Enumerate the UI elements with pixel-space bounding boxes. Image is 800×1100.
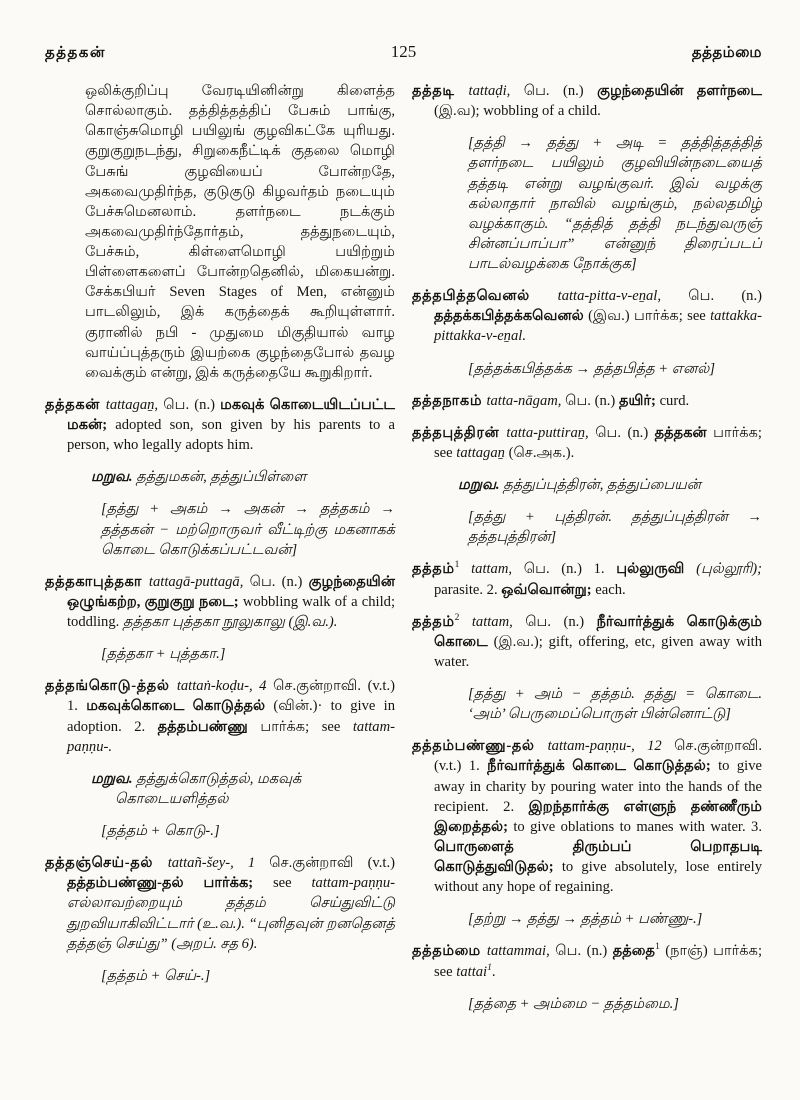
text-run: தத்தம் [412,613,455,630]
text-run: பொருளைத் திரும்பப் பெறாதபடி கொடுத்துவிடுதல்; [434,838,762,875]
text-run: to give absolutely, lose entirely without any hope of regaining. [434,859,762,896]
text-run: each. [595,581,626,598]
text-run: தத்தம் [412,561,455,578]
text-run: பார்க்க; see [260,718,353,735]
text-run: நீர்வார்த்துக் கொடை கொடுத்தல்; [487,758,719,775]
text-run: இறந்தார்க்கு எள்ளுந் தண்ணீரும் இறைத்தல்; [434,798,762,835]
etymology-note [468,507,762,547]
text-run: tatta-nāgam, [486,392,566,409]
text-run: tatta-pitta-v-eṉal, [557,288,689,305]
text-run: புல்லுருவி [616,561,697,578]
dictionary-entry [412,286,762,346]
synonym-line [458,475,762,495]
text-run: tattagā-puttagā, [148,573,250,590]
etymology-note [468,909,762,929]
page-number: 125 [390,42,417,61]
dictionary-entry [412,736,762,897]
text-run: tattam-paṇṇu-, 12 [547,738,675,755]
text-run: தத்தம்மை [412,943,487,960]
text-run: தத்துக்கொடுத்தல், மகவுக் கொடையளித்தல் [115,770,302,807]
text-run: (புல்லூரி); [696,561,762,578]
column-left [45,81,395,1026]
text-run: குழந்தையின் தளர்நடை [597,83,762,99]
text-run: tattam-paṇṇu-. [67,718,396,755]
etymology-note [101,499,395,559]
text-run: [தத்தை + அம்மை − தத்தம்மை.] [468,995,679,1012]
continuation-paragraph [85,81,395,383]
text-run: பெ. (n.) [688,288,762,305]
text-run: [தத்தம் + கொடு-.] [101,823,220,839]
superscript-index: 1 [487,962,492,973]
text-run: தத்தகாபுத்தகா [45,573,149,590]
text-run: to give away in charity by pouring water into the hands of the recipient. 2. [434,758,762,815]
text-run: தத்துமகன், தத்துப்பிள்ளை [136,469,307,486]
text-run: [தத்தம் + செய்-.] [101,967,211,984]
text-run: தத்தம்பண்ணு-தல் [412,738,548,755]
dictionary-entry [412,423,762,463]
text-run: பெ. (n.) [595,424,655,441]
etymology-note [468,684,762,724]
text-run: பெ. (n.) [525,613,597,630]
superscript-index: 1 [655,942,660,953]
dictionary-entry [412,559,762,599]
text-run: (செ.அக.). [508,444,575,461]
text-run: தயிர்; [618,392,660,409]
text-run: tattagaṉ [456,444,509,461]
text-run: பெ. (n.) [523,83,598,99]
text-run: tattakka-pittakka-v-eṉal. [434,308,762,345]
text-run: மறுவ. [91,469,137,486]
text-run: மறுவ. [91,770,137,787]
text-run: tattagaṉ, [105,396,164,413]
text-run: மகவுக் கொடையிடப்பட்ட மகன்; [67,396,395,433]
text-run: தத்தகன் [654,424,714,441]
text-run: ஒலிக்குறிப்பு வேரடியினின்று கிளைத்த சொல்லாகும். தத்தித்தத்திப் பேசும் பாங்கு, கொஞ்சுமொழி பயிலுங் குழவிகட்கே யுரியது. குறுகுறுநடந்து, சிறுகைநீட்டிக் குதலை மொழி பேசுங் குழவியைப் போன்றதே, அகவைமுதிர்ந்த, குடுகுடு கிழவர்தம் நடையும் பேச்சுமெனலாம். தளர்நடை நடக்கும் அகவைமுதிர்ந்தோர்தம், தத்துநடையும், பேச்சும், கிள்ளைமொழி பயிற்றும் பிள்ளைகளைப் போன்றதெனில், மிகையன்று. சேக்கபியர் [85,83,395,301]
text-run: மறுவ. [458,477,504,493]
text-run: [தத்து + அகம் → அகன் → தத்தகம் → தத்தகன் − மற்றொருவர் வீட்டிற்கு மகனாகக் கொடை கொடுக்கப்பட்டவன்] [101,501,395,558]
text-run: curd. [659,392,690,409]
superscript-index: 1 [454,560,460,571]
etymology-note [101,966,395,986]
text-run: tattai [456,963,488,980]
text-run: குழந்தையின் ஒழுங்கற்ற, குறுகுறு நடை; [67,573,395,610]
dictionary-entry [45,676,395,757]
header-guideword-right: தத்தம்மை [691,45,762,61]
text-run: [தத்தக்கபித்தக்க → தத்தபித்த + எனல்] [468,360,716,377]
text-run: என்னும் பாடலிலும், இக் கருத்தைக் கூறியுள்ளார். குரானில் நபி - முதுமை மிகுதியால் வாழ வாய்ப்புத்தரும் இயற்கை குழந்தைபோல் தவழ வைக்கும் என்று, இக் கருத்தையே கூறுகிறார். [85,284,395,381]
text-run: பெ. (n.) [555,943,613,960]
text-run: tattaḍi, [468,83,524,99]
text-run: மகவுக்கொடை கொடுத்தல் [86,698,274,715]
header-guideword-left: தத்தகன் [45,45,106,61]
text-run: தத்தகா புத்தகா நூலுகாலு (இ.வ.). [122,614,338,630]
text-run: [தற்று → தத்து → தத்தம் + பண்ணு-.] [468,911,703,928]
text-run: தத்தபுத்திரன் [412,424,507,441]
etymology-note [468,359,762,379]
text-run: [தத்து + அம் − தத்தம். தத்து = கொடை. ‘அம்’ பெருமைப்பொருள் பின்னொட்டு] [468,686,762,723]
dictionary-entry [412,81,762,121]
text-run: parasite. 2. [434,581,502,598]
running-header [45,42,762,63]
dictionary-entry [412,612,762,672]
etymology-note [468,133,762,274]
etymology-note [101,644,395,664]
dictionary-entry [412,391,762,411]
column-right [412,81,762,1026]
text-run: எல்லாவற்றையும் தத்தம் செய்துவிட்டு துறவியாகிவிட்டார் (உ.வ.). “புனிதவுன் றனதெனத் தத்தஞ் செய்து” (அறப். சத 6). [67,895,395,952]
text-run: பெ. (n.) [163,396,221,413]
etymology-note [468,994,762,1014]
text-run: தத்துப்புத்திரன், தத்துப்பையன் [503,477,701,493]
text-run: [தத்து + புத்திரன். தத்துப்புத்திரன் → தத்தபுத்திரன்] [468,509,762,546]
text-run: பெ. (n.) [565,392,619,409]
text-run: tattammai, [486,943,556,960]
dictionary-entry [45,572,395,632]
text-run: தத்தம்பண்ணு [157,718,261,735]
dictionary-entry [45,395,395,455]
text-run: tattam, [459,613,526,630]
text-run: tatta-puttiraṉ, [506,424,596,441]
text-run: பெ. (n.) [249,573,309,590]
text-run: adopted son, son given by his parents to a person, who legally adopts him. [67,417,395,454]
superscript-index: 2 [454,612,460,623]
text-run: தத்தகன் [45,396,106,413]
text-run: ஒவ்வொன்று; [501,581,596,598]
text-run: செ.குன்றாவி. (v.t.) 1. [434,738,762,775]
text-run: (இ.வ.); gift, offering, etc, given away with water. [434,633,762,670]
text-run: [தத்தி → தத்து + அடி = தத்தித்தத்தித் தளர்நடை பயிலும் குழவியின்நடையைத் தத்தடி என்று வழங்குவர். இவ் வழக்கு கல்லாதார் நாவில் வழங்கும், நல்லதமிழ் வழக்காகும். “தத்தித் தத்தி நடந்துவருஞ் சின்னப்பாப்பா” என்னுந் திரைப்படப் பாடல்வழக்கை நோக்குக] [468,135,762,272]
text-run: பெ. (n.) 1. [523,561,617,578]
text-run: தத்தம்பண்ணு-தல் பார்க்க; [67,875,273,892]
dictionary-entry [45,853,395,954]
text-run: tattañ-šey-, 1 [167,855,270,872]
text-columns [45,81,762,1026]
synonym-line [91,467,395,487]
text-run: பார்க்க; see [434,424,762,461]
text-run: செ.குன்றாவி. (v.t.) 1. [67,678,395,715]
text-run: தத்தநாகம் [412,392,487,409]
text-run: tattam-paṇṇu- [311,875,395,892]
text-run: see [272,875,312,892]
text-run: நீர்வார்த்துக் கொடுக்கும் கொடை [434,613,762,650]
text-run: (இவ.) பார்க்க; see [588,308,711,325]
etymology-note [101,821,395,841]
text-run: தத்தங்கொடு-த்தல் [45,678,177,695]
text-run: தத்தை [612,943,656,960]
dictionary-entry [412,941,762,981]
text-run: to give oblations to manes with water. 3. [513,818,762,835]
text-run: (இ.வ); wobbling of a child. [434,103,601,120]
text-run: wobbling walk of a child; toddling. [67,593,396,630]
synonym-line [91,769,395,809]
text-run: [தத்தகா + புத்தகா.] [101,646,226,663]
text-run: Seven Stages of Men, [169,284,327,301]
text-run: . [491,963,496,980]
text-run: செ.குன்றாவி (v.t.) [269,855,395,872]
text-run: தத்தடி [412,83,469,99]
text-run: தத்தபித்தவெனல் [412,288,558,305]
text-run: tattam, [459,561,524,578]
text-run: (நாஞ்) பார்க்க; see [434,943,762,980]
text-run: தத்தக்கபித்தக்கவெனல் [434,308,589,325]
text-run: tattaṅ-koḍu-, 4 [176,678,274,695]
text-run: (வின்.)· to give in adoption. 2. [67,698,395,735]
text-run: தத்தஞ்செய்-தல் [45,855,168,872]
